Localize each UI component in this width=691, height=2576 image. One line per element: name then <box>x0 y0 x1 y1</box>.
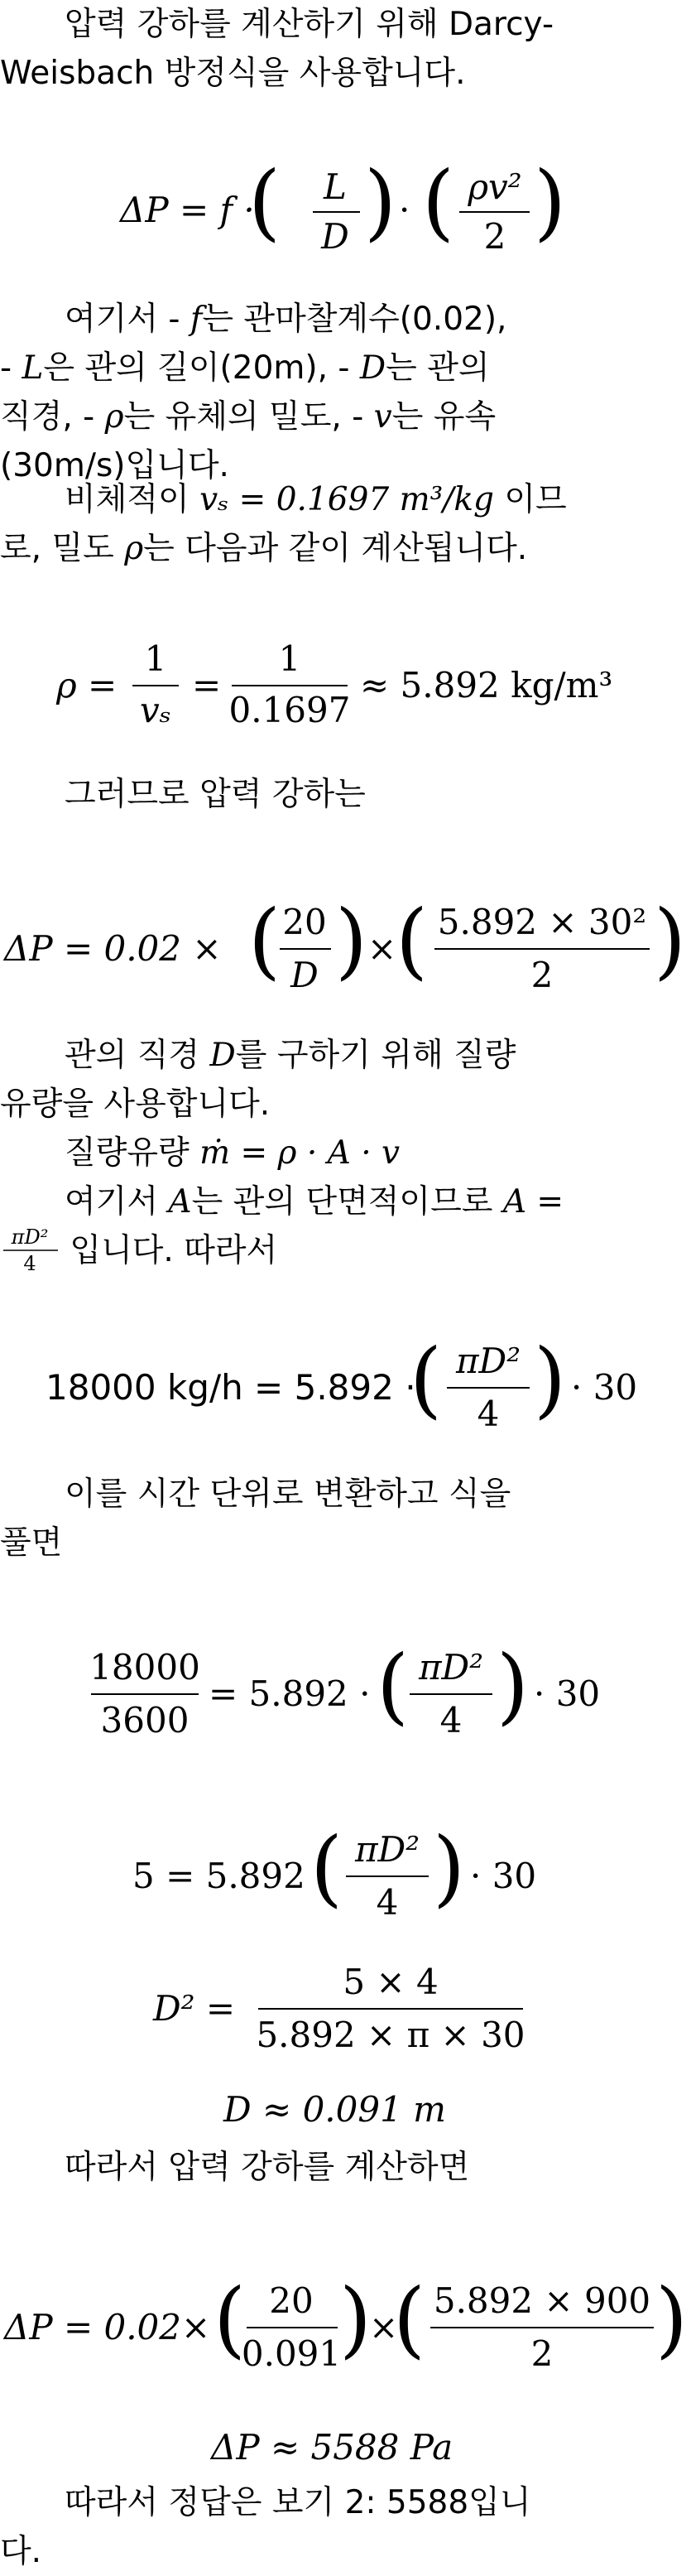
eq5-mid: = 5.892 · <box>209 1673 371 1714</box>
area-frac-den: 4 <box>23 1252 36 1275</box>
eq7-den: 5.892 × π × 30 <box>256 2015 525 2055</box>
pressure-drop-intro: 그러므로 압력 강하는 <box>65 776 366 813</box>
eq2-num1: 1 <box>144 638 167 679</box>
equation-pressure-drop-symbolic <box>0 886 691 1010</box>
eq3-paren-close-1: ) <box>335 892 368 989</box>
intro-line-2: Weisbach 방정식을 사용합니다. <box>0 55 466 92</box>
area-frac-num: πD² <box>11 1225 49 1249</box>
definitions-line-3: 직경, - ρ는 유체의 밀도, - v는 유속 <box>0 398 497 436</box>
eq5-paren-open: ( <box>377 1637 410 1734</box>
eq4-paren-open: ( <box>410 1331 443 1428</box>
eq6-rhs: · 30 <box>470 1856 537 1896</box>
convert-line-1: 이를 시간 단위로 변환하고 식을 <box>65 1476 511 1513</box>
eq3-paren-open-1: ( <box>248 892 281 989</box>
eq7-lhs: D² = <box>153 1988 236 2029</box>
mass-flow-line: 질량유량 ṁ = ρ · A · v <box>65 1134 401 1172</box>
eq1-den2: 2 <box>483 216 506 257</box>
eq1-dot: · <box>399 190 410 230</box>
eq1-num2: ρv² <box>468 166 522 207</box>
eq5-paren-close: ) <box>497 1637 530 1734</box>
eq5-den0: 3600 <box>100 1700 190 1741</box>
equation-darcy-weisbach <box>0 147 691 272</box>
eq2-den1: vₛ <box>140 690 171 730</box>
eq5-num0: 18000 <box>89 1647 200 1688</box>
eq3-num1: 20 <box>282 902 327 942</box>
eq5-den: 4 <box>439 1700 463 1741</box>
eq1-paren-open-1: ( <box>248 153 281 250</box>
intro-line-1: 압력 강하를 계산하기 위해 Darcy- <box>65 6 554 43</box>
eq3-den1: D <box>290 955 319 995</box>
eq10-text: ΔP ≈ 5588 Pa <box>211 2427 453 2468</box>
equation-converted <box>0 1631 691 1755</box>
eq3-times: × <box>367 928 397 969</box>
eq9-den2: 2 <box>530 2333 554 2374</box>
eq9-lhs: ΔP = 0.02× <box>4 2307 211 2347</box>
eq2-eq: = <box>192 665 222 705</box>
eq4-rhs: · 30 <box>571 1367 638 1408</box>
eq7-num: 5 × 4 <box>343 1962 439 2002</box>
convert-line-2: 풀면 <box>0 1524 63 1562</box>
final-calc-intro: 따라서 압력 강하를 계산하면 <box>65 2149 470 2186</box>
eq8-text: D ≈ 0.091 m <box>223 2089 446 2130</box>
eq9-times: × <box>369 2307 399 2347</box>
eq6-den: 4 <box>376 1882 399 1923</box>
area-line-2: 입니다. 따라서 <box>60 1232 278 1269</box>
equation-mass-flow <box>0 1325 691 1449</box>
equation-simplified <box>0 1813 691 1938</box>
eq6-paren-open: ( <box>310 1819 343 1916</box>
diameter-intro-line-1: 관의 직경 D를 구하기 위해 질량 <box>65 1037 516 1074</box>
eq9-paren-open-2: ( <box>393 2270 426 2367</box>
eq5-rhs: · 30 <box>534 1673 601 1714</box>
definitions-line-1: 여기서 - f는 관마찰계수(0.02), <box>65 301 507 338</box>
specific-volume-line-2: 로, 밀도 ρ는 다음과 같이 계산됩니다. <box>0 530 528 567</box>
eq3-lhs: ΔP = 0.02 × <box>4 928 222 969</box>
eq6-num: πD² <box>354 1829 420 1870</box>
eq4-lhs: 18000 kg/h = 5.892 · <box>46 1367 416 1408</box>
eq1-lhs: ΔP = f · <box>120 190 255 230</box>
eq4-paren-close: ) <box>534 1331 567 1428</box>
eq9-paren-close-2: ) <box>655 2270 689 2367</box>
definitions-line-4: (30m/s)입니다. <box>0 447 229 484</box>
equation-density <box>0 623 691 747</box>
answer-line-1: 따라서 정답은 보기 2: 5588입니 <box>65 2484 531 2521</box>
eq1-den1: D <box>321 216 349 257</box>
eq1-paren-close-2: ) <box>534 153 567 250</box>
eq2-den2: 0.1697 <box>228 690 351 730</box>
equation-pressure-drop-result <box>0 2416 691 2482</box>
eq3-num2: 5.892 × 30² <box>437 902 647 942</box>
area-line-1: 여기서 A는 관의 단면적이므로 A = <box>65 1183 564 1221</box>
equation-pressure-drop-numeric <box>0 2265 691 2389</box>
equation-d-squared <box>0 1946 691 2070</box>
eq1-num1: L <box>324 166 347 207</box>
eq3-den2: 2 <box>530 955 554 995</box>
eq4-den: 4 <box>477 1394 500 1434</box>
eq5-num: πD² <box>418 1647 484 1688</box>
eq9-paren-open-1: ( <box>214 2270 247 2367</box>
eq6-lhs: 5 = 5.892 · <box>132 1856 328 1896</box>
eq9-num1: 20 <box>269 2280 314 2321</box>
eq4-num: πD² <box>455 1341 521 1381</box>
eq3-paren-close-2: ) <box>654 892 687 989</box>
eq6-paren-close: ) <box>433 1819 466 1916</box>
specific-volume-line-1: 비체적이 vₛ = 0.1697 m³/kg 이므 <box>65 481 567 518</box>
diameter-intro-line-2: 유량을 사용합니다. <box>0 1086 271 1123</box>
eq1-paren-open-2: ( <box>422 153 455 250</box>
eq2-num2: 1 <box>278 638 301 679</box>
eq9-den1: 0.091 <box>241 2333 342 2374</box>
eq3-paren-open-2: ( <box>396 892 429 989</box>
eq1-paren-close-1: ) <box>364 153 397 250</box>
equation-diameter-result <box>0 2072 691 2146</box>
eq2-rhs: ≈ 5.892 kg/m³ <box>360 665 613 705</box>
answer-line-2: 다. <box>0 2533 42 2570</box>
eq9-paren-close-1: ) <box>339 2270 372 2367</box>
definitions-line-2: - L은 관의 길이(20m), - D는 관의 <box>0 349 490 387</box>
eq2-lhs: ρ = <box>56 665 118 705</box>
eq9-num2: 5.892 × 900 <box>433 2280 651 2321</box>
